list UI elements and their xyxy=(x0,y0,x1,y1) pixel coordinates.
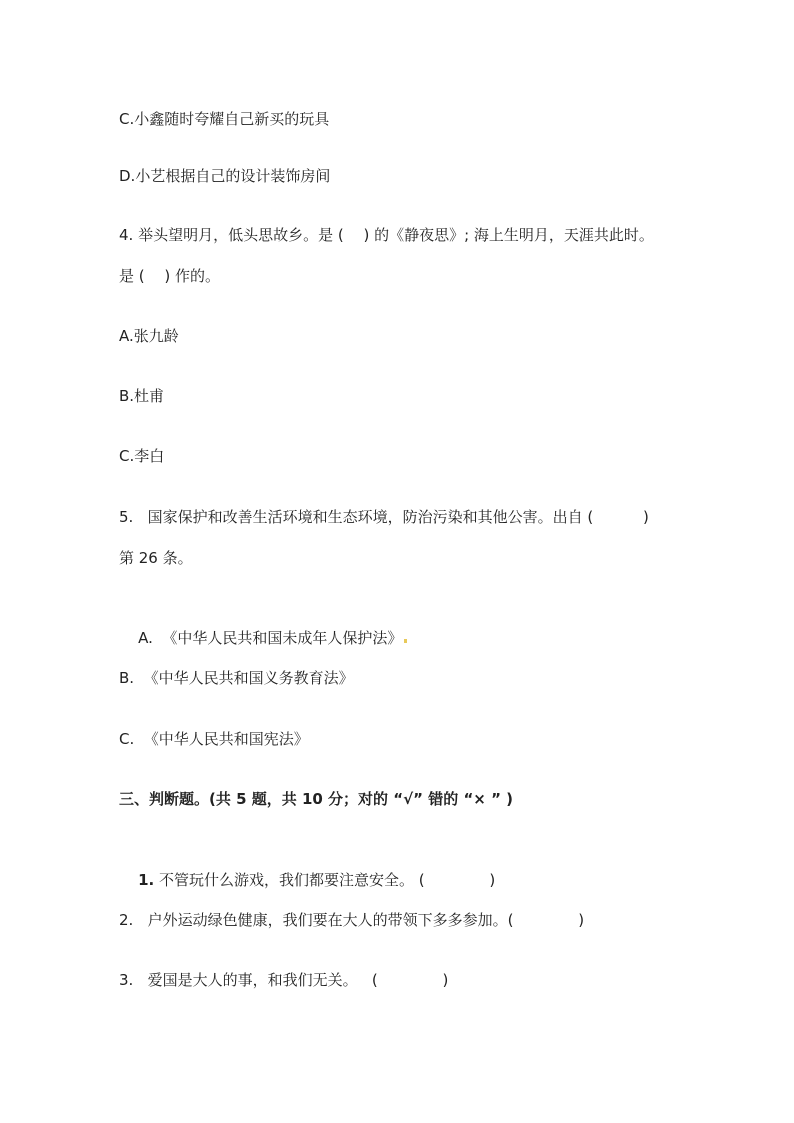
question-5-option-a xyxy=(119,608,407,668)
question-text: 不管玩什么游戏，我们都要注意安全。 ( ) xyxy=(154,871,496,889)
question-3-option-c: C.小鑫随时夸耀自己新买的玩具 xyxy=(119,110,330,128)
highlight-mark xyxy=(404,639,407,643)
question-5-stem-continued: 第 26 条。 xyxy=(119,549,193,567)
question-4-stem: 4. 举头望明月，低头思故乡。是 ( ) 的《静夜思》; 海上生明月，天涯共此时。 xyxy=(119,226,654,244)
question-4-option-c: C.李白 xyxy=(119,447,165,465)
question-3-option-d: D.小艺根据自己的设计装饰房间 xyxy=(119,167,331,185)
question-4-option-b: B.杜甫 xyxy=(119,387,165,405)
true-false-question-3: 3. 爱国是大人的事，和我们无关。 ( ) xyxy=(119,971,449,989)
section-heading-true-false: 三、判断题。(共 5 题，共 10 分；对的 “√” 错的 “× ” ) xyxy=(119,790,514,808)
question-5-option-c: C. 《中华人民共和国宪法》 xyxy=(119,730,309,748)
true-false-question-1 xyxy=(119,850,495,910)
question-4-stem-continued: 是 ( ) 作的。 xyxy=(119,267,221,285)
question-4-option-a: A.张九龄 xyxy=(119,327,179,345)
question-5-option-a-text: A. 《中华人民共和国未成年人保护法》 xyxy=(138,629,403,647)
question-5-option-b: B. 《中华人民共和国义务教育法》 xyxy=(119,669,354,687)
question-number: 1. xyxy=(138,871,155,889)
true-false-question-2: 2. 户外运动绿色健康，我们要在大人的带领下多多参加。( ) xyxy=(119,911,585,929)
question-5-stem: 5. 国家保护和改善生活环境和生态环境，防治污染和其他公害。出自 ( ) xyxy=(119,508,649,526)
